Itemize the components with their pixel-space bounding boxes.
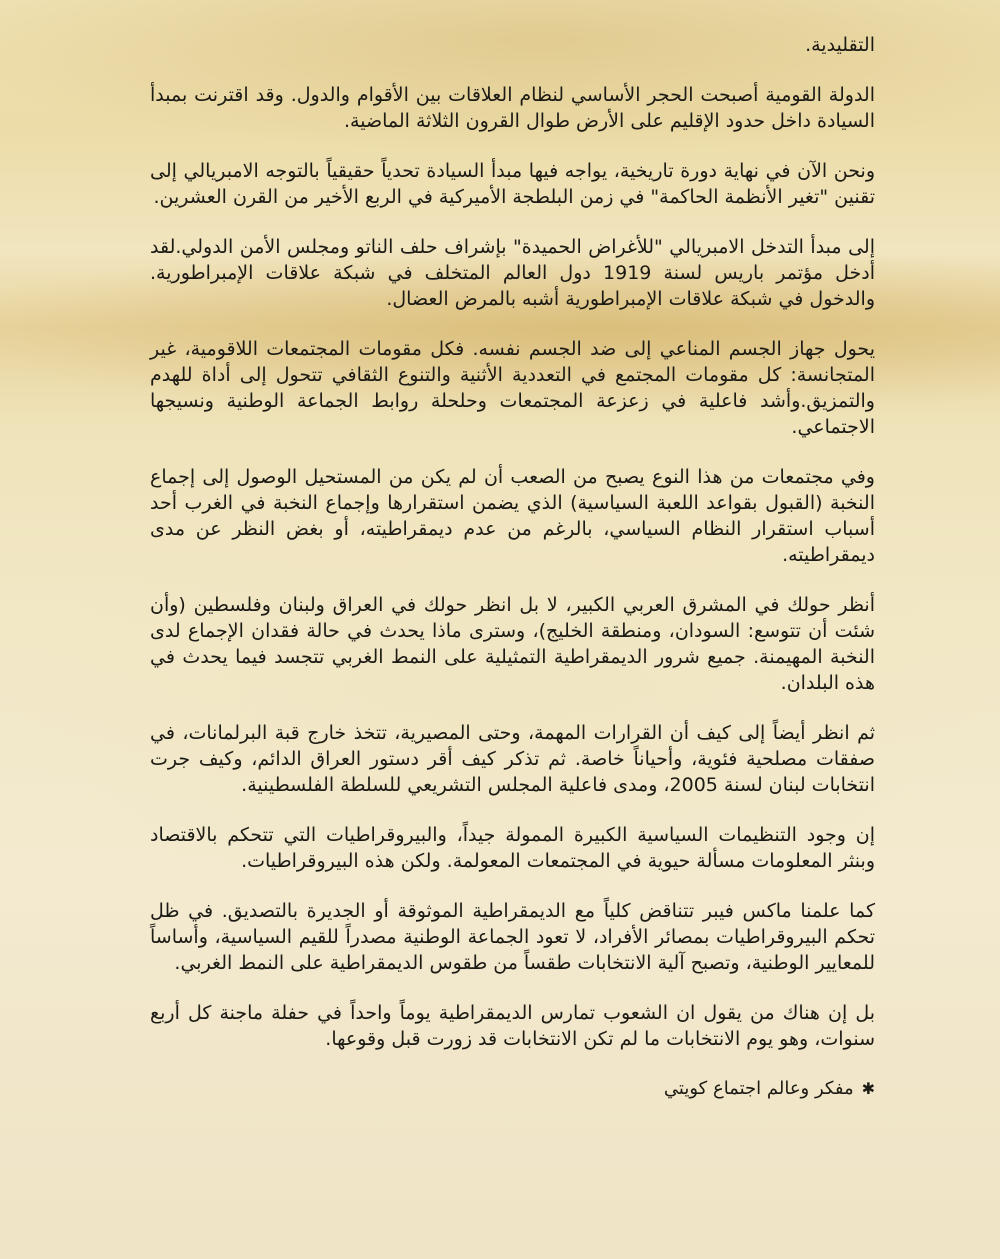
paragraph-8: ثم انظر أيضاً إلى كيف أن القرارات المهمة، وحتى المصيرية، تتخذ خارج قبة البرلمانات، في صفقات مصلحية فئوية، وأحياناً خاصة. ثم تذكر كيف أقر دستور العراق الدائم، وكيف جرت انتخابات لبنان لسنة 2005، ومدى فاعلية المجلس التشريعي للسلطة الفلسطينية. [150,722,875,796]
paragraph-9: إن وجود التنظيمات السياسية الكبيرة الممولة جيداً، والبيروقراطيات التي تتحكم بالاقتصاد وبنثر المعلومات مسألة حيوية في المجتمعات المعولمة. ولكن هذه البيروقراطيات. [150,824,875,872]
article-body [150,32,875,1102]
paragraph-7: أنظر حولك في المشرق العربي الكبير، لا بل انظر حولك في العراق ولبنان وفلسطين (وأن شئت أن تتوسع: السودان، ومنطقة الخليج)، وسترى ماذا يحدث في حالة فقدان الإجماع لدى النخبة المهيمنة. جميع شرور الديمقراطية التمثيلية على النمط الغربي تتجسد فيما يحدث في هذه البلدان. [150,594,875,694]
paragraph-11: بل إن هناك من يقول ان الشعوب تمارس الديمقراطية يوماً واحداً في حفلة ماجنة كل أربع سنوات، وهو يوم الانتخابات ما لم تكن الانتخابات قد زورت قبل وقوعها. [150,1002,875,1050]
paragraph-10: كما علمنا ماكس فيبر تتناقض كلياً مع الديمقراطية الموثوقة أو الجديرة بالتصديق. في ظل تحكم البيروقراطيات بمصائر الأفراد، لا تعود الجماعة الوطنية مصدراً للقيم السياسية، وأساساً للمعايير الوطنية، وتصبح آلية الانتخابات طقساً من طقوس الديمقراطية على النمط الغربي. [150,900,875,974]
paragraph-4: إلى مبدأ التدخل الامبريالي "للأغراض الحميدة" بإشراف حلف الناتو ومجلس الأمن الدولي.لقد أدخل مؤتمر باريس لسنة 1919 دول العالم المتخلف في شبكة علاقات الإمبراطورية. والدخول في شبكة علاقات الإمبراطورية أشبه بالمرض العضال. [150,236,876,310]
paragraph-3: ونحن الآن في نهاية دورة تاريخية، يواجه فيها مبدأ السيادة تحدياً حقيقياً بالتوجه الامبريالي إلى تقنين "تغير الأنظمة الحاكمة" في زمن البلطجة الأميركية في الربع الأخير من القرن العشرين. [150,160,875,208]
author-footnote [150,1076,875,1102]
paragraph-6: وفي مجتمعات من هذا النوع يصبح من الصعب أن لم يكن من المستحيل الوصول إلى إجماع النخبة (القبول بقواعد اللعبة السياسية) الذي يضمن استقرارها وإجماع النخبة في الغرب أحد أسباب استقرار النظام السياسي، بالرغم من عدم ديمقراطيته، أو بغض النظر عن مدى ديمقراطيته. [150,466,875,566]
paragraph-2: الدولة القومية أصبحت الحجر الأساسي لنظام العلاقات بين الأقوام والدول. وقد اقترنت بمبدأ السيادة داخل حدود الإقليم على الأرض طوال القرون الثلاثة الماضية. [150,84,875,132]
paragraph-5: يحول جهاز الجسم المناعي إلى ضد الجسم نفسه. فكل مقومات المجتمعات اللاقومية، غير المتجانسة: كل مقومات المجتمع في التعددية الأثنية والتنوع الثقافي تتحول إلى أداة للهدم والتمزيق.وأشد فاعلية في زعزعة المجتمعات وحلحلة روابط الجماعة الوطنية ونسيجها الاجتماعي. [150,338,875,438]
footnote-text: مفكر وعالم اجتماع كويتي [663,1078,854,1099]
footnote-marker: ✱ [861,1079,875,1098]
paragraph-1: التقليدية. [805,34,875,56]
